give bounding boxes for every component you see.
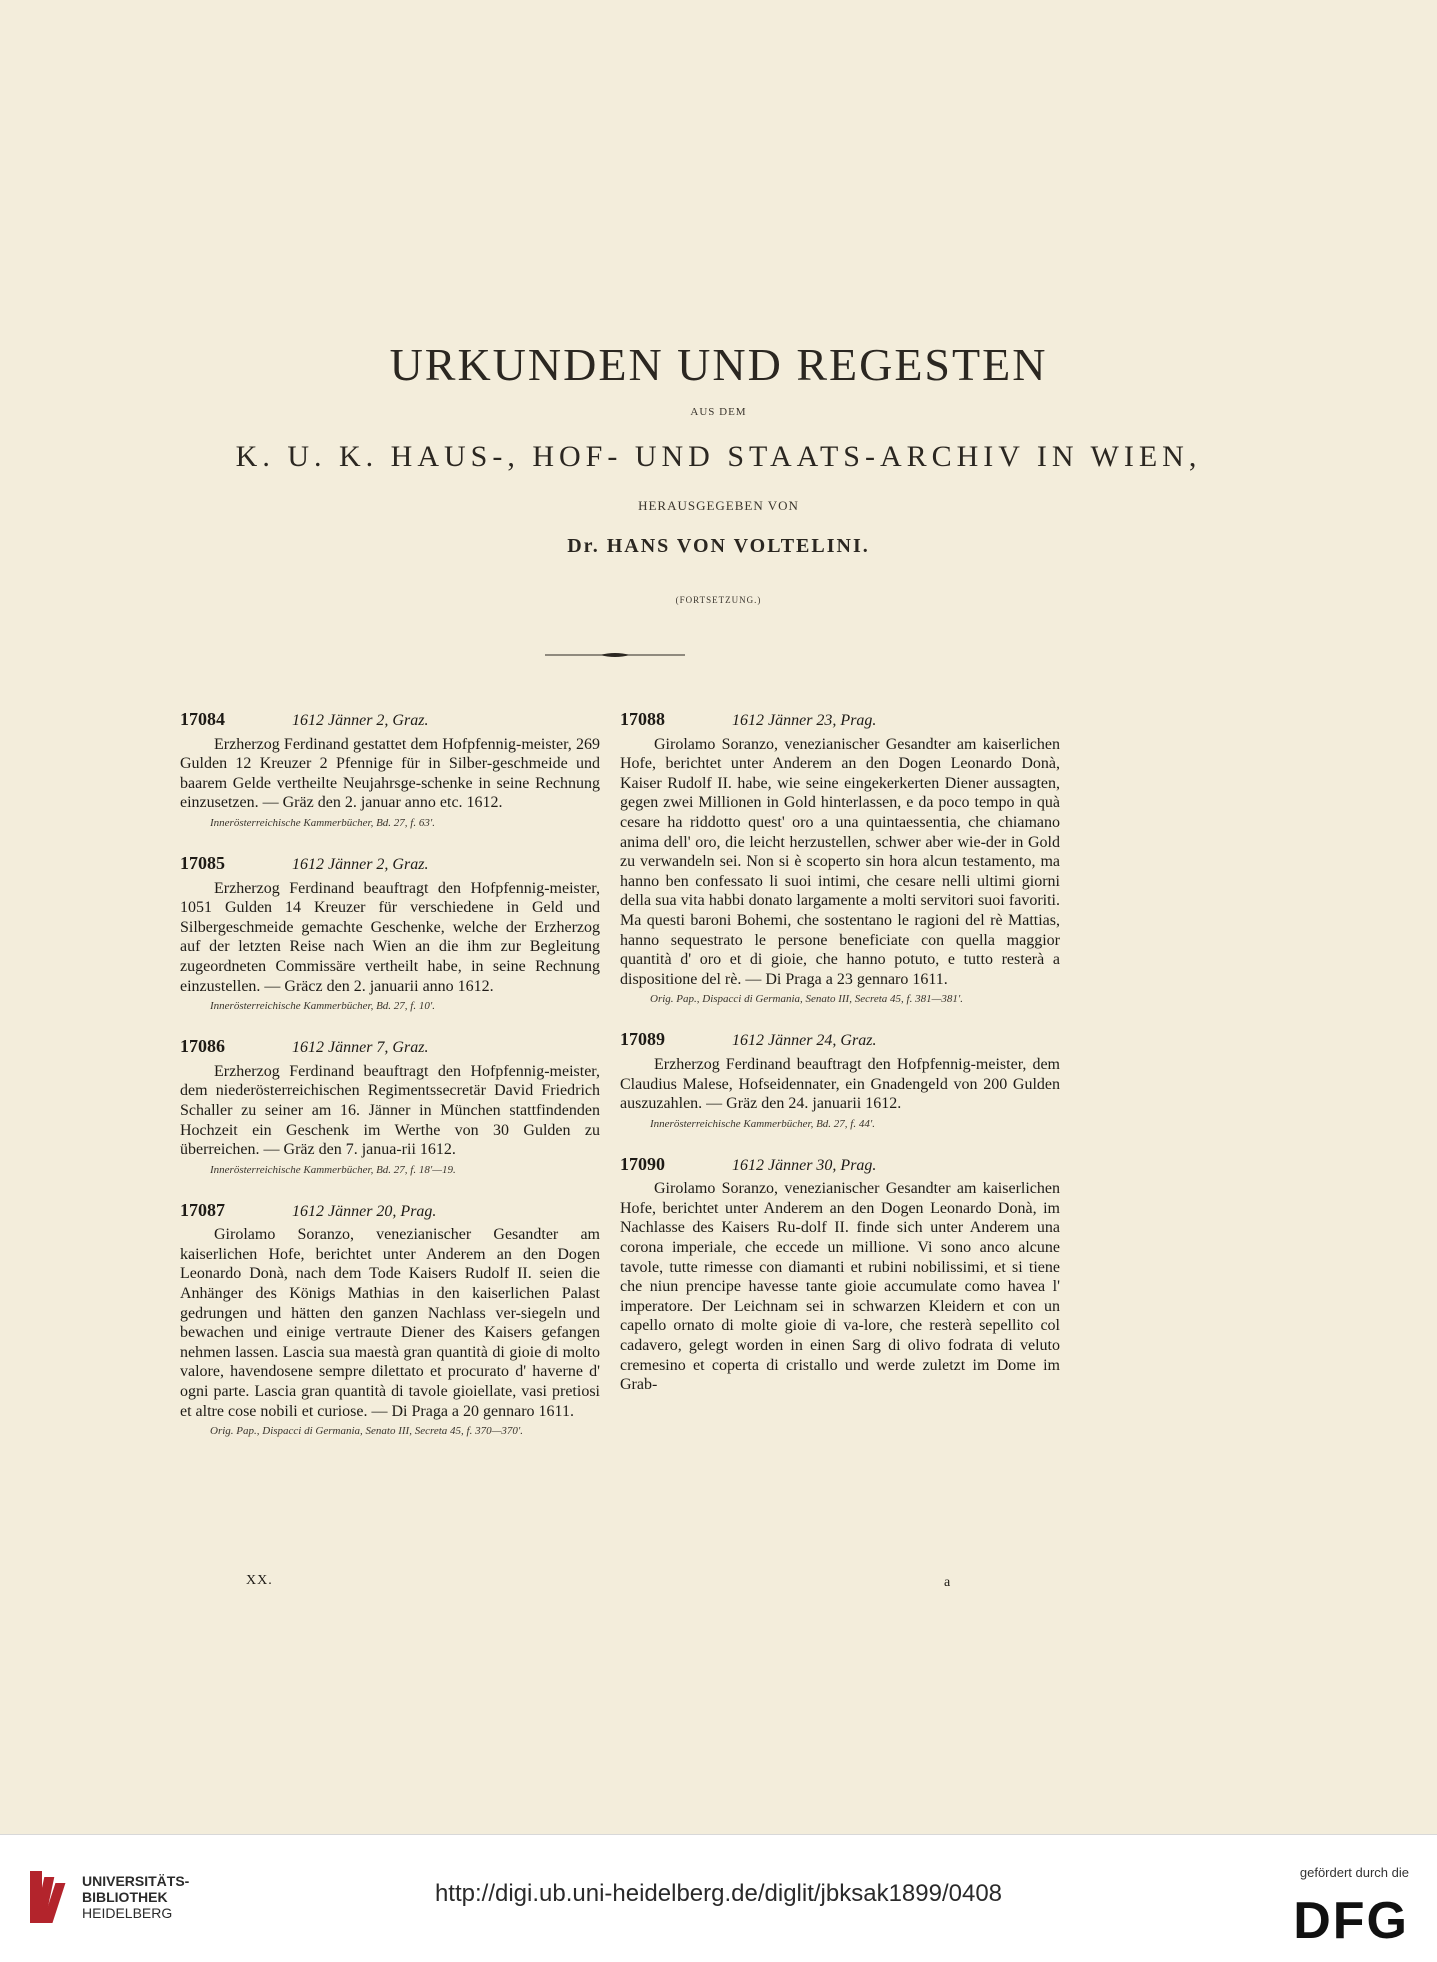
- aus-dem-line: AUS DEM: [690, 406, 747, 418]
- entry-number: 17084: [180, 709, 225, 729]
- entry-17089: [620, 1030, 1060, 1130]
- entry-number: 17085: [180, 852, 225, 873]
- entry-number: 17087: [180, 1199, 225, 1220]
- ornament-divider-icon: [545, 651, 685, 659]
- entry-source: Innerösterreichische Kammerbücher, Bd. 27, f. 63'.: [210, 816, 435, 829]
- signature-mark-right: a: [944, 1575, 951, 1590]
- entry-number: 17090: [620, 1153, 665, 1174]
- entry-17086: [180, 1037, 600, 1177]
- entry-text: Erzherzog Ferdinand beauftragt den Hofpfennig-meister, 1051 Gulden 14 Kreuzer für verschiedene in Geld und Silbergeschmeide gemachte Geschenke, welche der Erzherzog auf der letzten Reise nach Wien an die ihm zur Begleitung zugeordneten Commissäre vertheilt habe, in seine Rechnung einzustellen. — Gräcz den 2. januarii anno 1612.: [180, 879, 600, 995]
- page-title: URKUNDEN UND REGESTEN: [389, 339, 1048, 390]
- entry-text: Girolamo Soranzo, venezianischer Gesandter am kaiserlichen Hofe, berichtet unter Anderem an den Dogen Leonardo Donà, Kaiser Rudolf II. habe, wie seine eingekerkerten Diener aussagten, gegen zwei Millionen in Gold hinterlassen, e da poco tempo in quà cesare ha riddotto quest' oro a una quintaessentia, che chiamano anima dell' oro, die leicht herzustellen, schwer aber wie-der in Gold zu verwandeln sei. Non si è scoperto sin hora alcun testamento, ma hanno ben confessato li suoi intimi, che cesare nelli ultimi giorni della sua vita habbi donato largamente a molti servitori suoi favoriti. Ma questi baroni Bohemi, che sostentano le ragioni del rè Mattias, hanno sequestrato le persone beneficiate con quella maggior quantità d' oro et di gioie, che hanno potuto, e tutto resterà a dispositione del rè. — Di Praga a 23 gennaro 1611.: [620, 735, 1060, 988]
- entry-date: 1612 Jänner 7, Graz.: [292, 1039, 429, 1057]
- entry-date: 1612 Jänner 30, Prag.: [732, 1156, 877, 1174]
- entry-source: Innerösterreichische Kammerbücher, Bd. 27, f. 44'.: [650, 1117, 875, 1130]
- entry-17087: [180, 1201, 600, 1439]
- page-subtitle: K. U. K. HAUS-, HOF- UND STAATS-ARCHIV IN WIEN,: [235, 440, 1202, 473]
- entry-source: Orig. Pap., Dispacci di Germania, Senato III, Secreta 45, f. 370—370'.: [210, 1425, 523, 1438]
- entry-17088: [620, 710, 1060, 1006]
- dfg-logo: DFG: [1293, 1892, 1409, 1950]
- entry-17090: [620, 1155, 1060, 1395]
- entry-date: 1612 Jänner 23, Prag.: [732, 712, 877, 729]
- entry-number: 17089: [620, 1029, 665, 1050]
- entry-source: Orig. Pap., Dispacci di Germania, Senato III, Secreta 45, f. 381—381'.: [650, 993, 963, 1006]
- university-library-name: UNIVERSITÄTS- BIBLIOTHEK HEIDELBERG: [82, 1873, 190, 1921]
- author-name: Dr. HANS VON VOLTELINI.: [567, 535, 870, 557]
- entry-text: Erzherzog Ferdinand beauftragt den Hofpfennig-meister, dem Claudius Malese, Hofseidennater, ein Gnadengeld von 200 Gulden auszuzahlen. — Gräz den 24. januarii 1612.: [620, 1055, 1060, 1113]
- entry-17084: [180, 710, 600, 830]
- entry-text: Girolamo Soranzo, venezianischer Gesandter am kaiserlichen Hofe, berichtet unter Anderem an den Dogen Leonardo Donà, nach dem Tode Kaisers Rudolf II. seien die Anhänger des Königs Mathias in den kaiserlichen Palast gedrungen und hätten den ganzen Nachlass ver-siegeln und bewachen und einige vertraute Diener des Kaisers gefangen nehmen lassen. Lascia sua maestà gran quantità di gioie di molto valore, havendosene sempre dilettato et procurato d' haverne d' ogni parte. Lascia gran quantità di tavole gioiellate, vasi pretiosi et altre cose nobili et curiose. — Di Praga a 20 gennaro 1611.: [180, 1226, 600, 1420]
- signature-mark-left: XX.: [246, 1573, 273, 1588]
- entry-number: 17088: [620, 709, 665, 729]
- viewer-footer: [0, 1834, 1437, 1962]
- funding-note: gefördert durch die: [1299, 1865, 1409, 1880]
- entry-date: 1612 Jänner 20, Prag.: [292, 1202, 437, 1220]
- entry-date: 1612 Jänner 2, Graz.: [292, 855, 429, 873]
- entry-text: Erzherzog Ferdinand gestattet dem Hofpfennig-meister, 269 Gulden 12 Kreuzer 2 Pfennige für in Silber-geschmeide und baarem Gelde vertheilte Neujahrsge-schenke in seine Rechnung einzusetzen. — Gräz den 2. januar anno etc. 1612.: [180, 735, 600, 812]
- right-column: [620, 710, 1060, 1419]
- entry-date: 1612 Jänner 24, Graz.: [732, 1032, 877, 1050]
- entry-17085: [180, 854, 600, 1013]
- editor-line: HERAUSGEGEBEN VON: [638, 498, 799, 513]
- entry-number: 17086: [180, 1036, 225, 1057]
- entry-source: Innerösterreichische Kammerbücher, Bd. 27, f. 10'.: [210, 1000, 435, 1013]
- entry-date: 1612 Jänner 2, Graz.: [292, 712, 429, 729]
- left-column: [180, 710, 600, 1462]
- continuation-note: (FORTSETZUNG.): [675, 595, 762, 605]
- entry-text: Erzherzog Ferdinand beauftragt den Hofpfennig-meister, dem niederösterreichischen Regimentssecretär David Friedrich Schaller zu seiner am 16. Jänner in München stattfindenden Hochzeit ein Geschenk im Werthe von 30 Gulden zu überreichen. — Gräz den 7. janua-rii 1612.: [180, 1062, 600, 1159]
- permalink-url[interactable]: http://digi.ub.uni-heidelberg.de/diglit/jbksak1899/0408: [434, 1880, 1003, 1907]
- entry-text: Girolamo Soranzo, venezianischer Gesandter am kaiserlichen Hofe, berichtet unter Anderem an den Dogen Leonardo Donà, im Nachlasse des Kaisers Ru-dolf II. finde sich unter Anderem una corona imperiale, che eccede un millione. Vi sono anco alcune tavole, tutte rimesse con diamanti et rubini nobilissimi, et si tiene che niun prencipe havesse tante gioie accumulate como havea l' imperatore. Der Leichnam sei in schwarzen Kleidern et con un capello ornato di molte gioie di va-lore, che resterà sepellito col cadavero, gelegt worden in einen Sarg di olivo fodrata di veluto cremesino et coperta di cristallo und werde zuletzt im Dome im Grab-: [620, 1180, 1060, 1394]
- entry-source: Innerösterreichische Kammerbücher, Bd. 27, f. 18'—19.: [210, 1163, 456, 1176]
